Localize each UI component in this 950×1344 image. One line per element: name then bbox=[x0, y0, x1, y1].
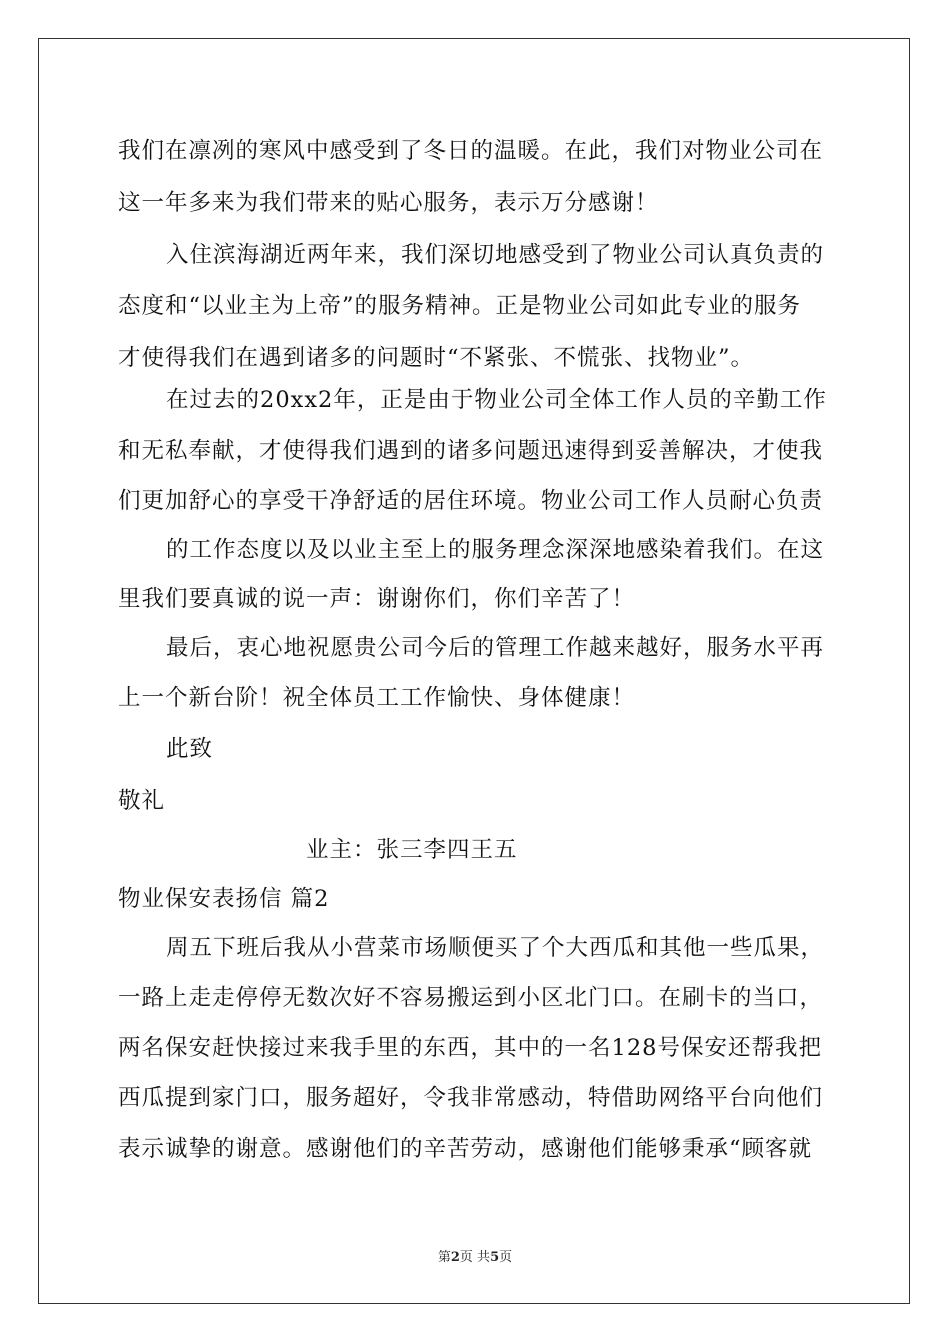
page-footer bbox=[0, 1246, 950, 1265]
text-line: 态度和“以业主为上帝”的服务精神。正是物业公司如此专业的服务 bbox=[118, 293, 802, 319]
signature-line: 业主：张三李四王五 bbox=[306, 837, 518, 863]
text-line: 们更加舒心的享受干净舒适的居住环境。物业公司工作人员耐心负责 bbox=[118, 488, 824, 514]
text-line: 我们在凛冽的寒风中感受到了冬日的温暖。在此，我们对物业公司在 bbox=[118, 138, 824, 164]
footer-suffix: 页 bbox=[499, 1250, 513, 1265]
page-border bbox=[38, 38, 910, 1304]
text-line: 表示诚挚的谢意。感谢他们的辛苦劳动，感谢他们能够秉承“顾客就 bbox=[118, 1136, 813, 1162]
text-line: 上一个新台阶！祝全体员工工作愉快、身体健康！ bbox=[118, 685, 636, 711]
text-line: 里我们要真诚的说一声：谢谢你们，你们辛苦了！ bbox=[118, 586, 636, 612]
footer-prefix: 第 bbox=[437, 1250, 451, 1265]
text-line: 最后，衷心地祝愿贵公司今后的管理工作越来越好，服务水平再 bbox=[166, 635, 825, 661]
text-line: 才使得我们在遇到诸多的问题时“不紧张、不慌张、找物业”。 bbox=[118, 345, 755, 371]
footer-mid: 页 共 bbox=[459, 1250, 491, 1265]
text-line: 一路上走走停停无数次好不容易搬运到小区北门口。在刷卡的当口， bbox=[118, 985, 824, 1011]
text-line: 入住滨海湖近两年来，我们深切地感受到了物业公司认真负责的 bbox=[166, 242, 825, 268]
closing-regards: 敬礼 bbox=[118, 788, 166, 814]
text-line: 的工作态度以及以业主至上的服务理念深深地感染着我们。在这 bbox=[166, 537, 825, 563]
text-line: 西瓜提到家门口，服务超好，令我非常感动，特借助网络平台向他们 bbox=[118, 1085, 824, 1111]
footer-page-total: 5 bbox=[490, 1250, 500, 1265]
text-line: 这一年多来为我们带来的贴心服务，表示万分感谢！ bbox=[118, 190, 659, 216]
footer-page-number: 2 bbox=[450, 1250, 460, 1265]
closing-salutation: 此致 bbox=[166, 736, 214, 762]
text-line: 和无私奉献，才使得我们遇到的诸多问题迅速得到妥善解决，才使我 bbox=[118, 438, 824, 464]
text-line: 在过去的20xx2年，正是由于物业公司全体工作人员的辛勤工作 bbox=[166, 387, 827, 413]
section-heading: 物业保安表扬信 篇2 bbox=[118, 886, 330, 912]
text-line: 两名保安赶快接过来我手里的东西，其中的一名128号保安还帮我把 bbox=[118, 1035, 822, 1061]
text-line: 周五下班后我从小营菜市场顺便买了个大西瓜和其他一些瓜果， bbox=[166, 935, 825, 961]
